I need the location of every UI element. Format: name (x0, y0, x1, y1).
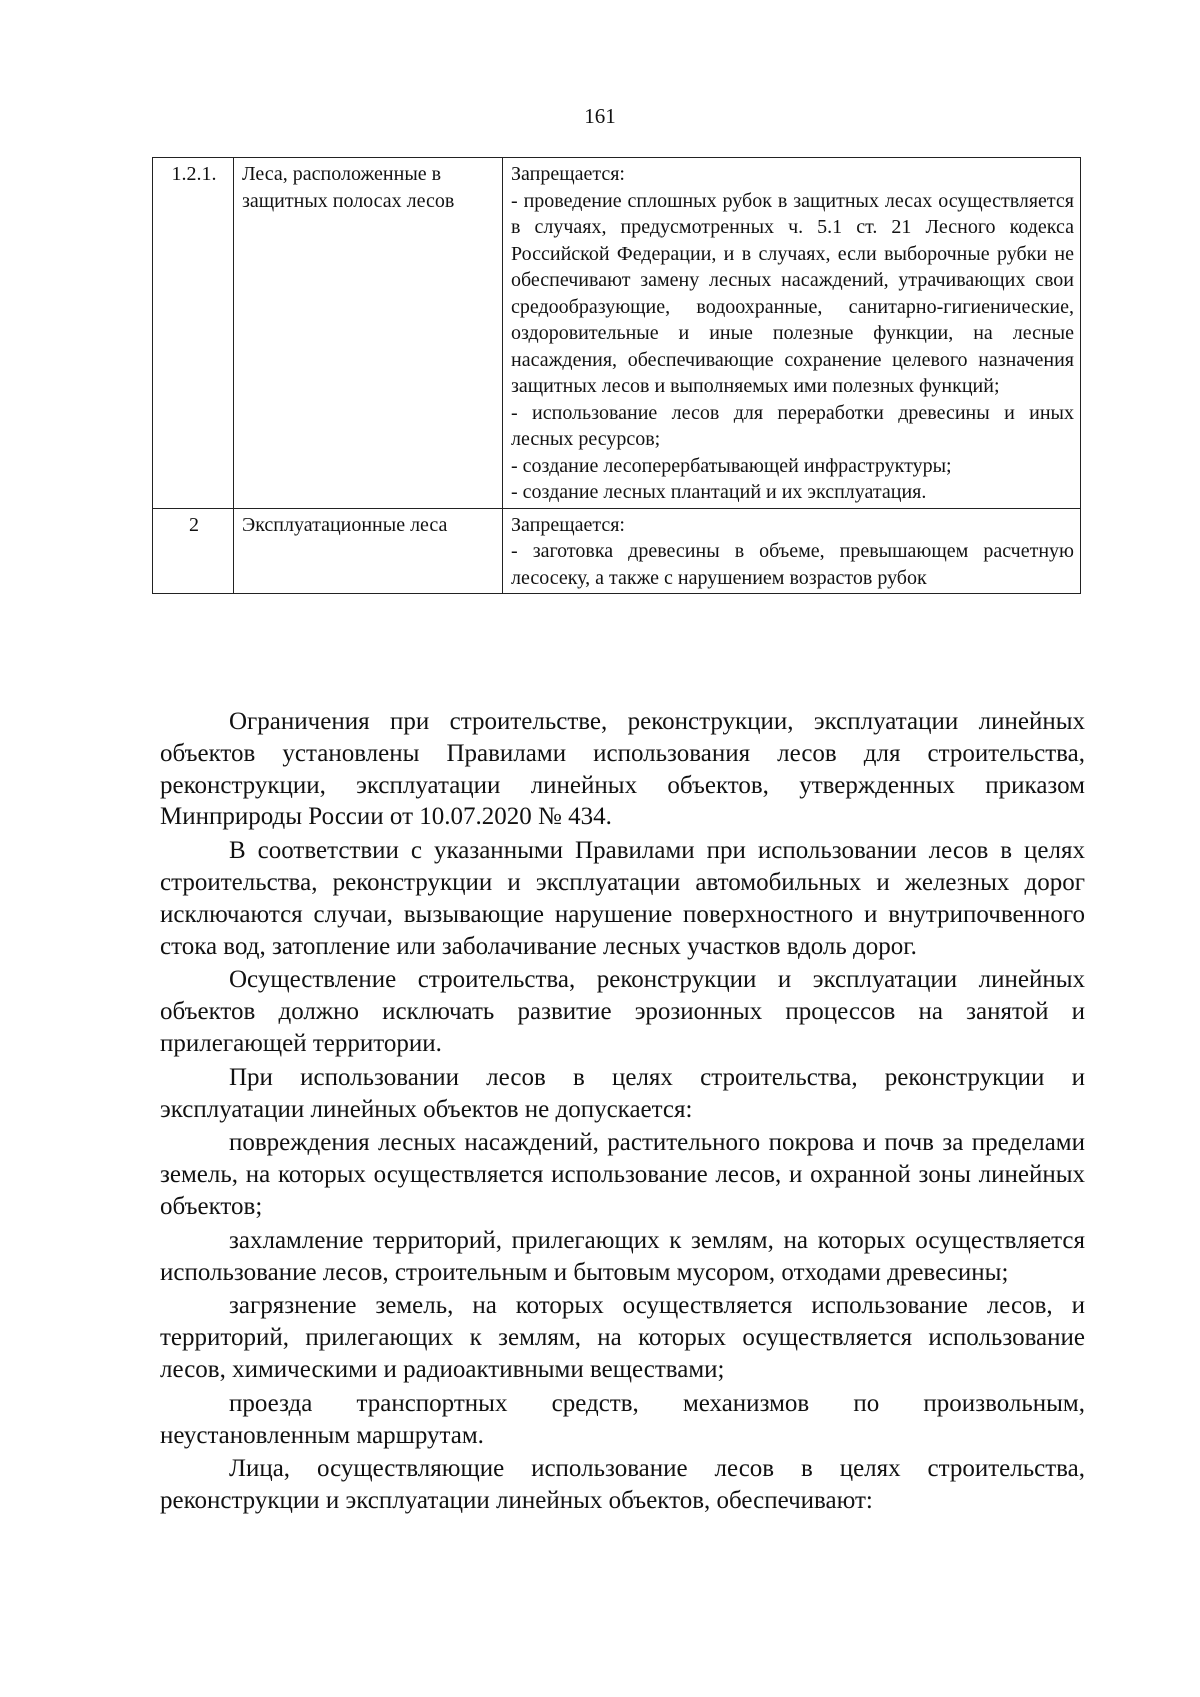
page-number: 161 (584, 104, 616, 128)
body-text (160, 706, 1085, 1519)
restriction-cell (503, 508, 1081, 594)
restriction-cell (503, 158, 1081, 509)
paragraph: При использовании лесов в целях строительства, реконструкции и эксплуатации линейных объектов не допускается: (160, 1063, 1085, 1123)
row-number: 2 (153, 508, 234, 594)
paragraph: Осуществление строительства, реконструкции и эксплуатации линейных объектов должно исключать развитие эрозионных процессов на занятой и прилегающей территории. (160, 966, 1085, 1057)
restrictions-table (152, 157, 1081, 594)
forest-category: Леса, расположенные в защитных полосах лесов (234, 158, 503, 509)
paragraph: Ограничения при строительстве, реконструкции, эксплуатации линейных объектов установлены Правилами использования лесов для строительства, реконструкции, эксплуатации линейных объектов, утвержденных приказом Минприроды России от 10.07.2020 № 434. (160, 708, 1085, 831)
restriction-item: - заготовка древесины в объеме, превышающем расчетную лесосеку, а также с нарушением возрастов рубок (511, 540, 1074, 589)
paragraph: Лица, осуществляющие использование лесов в целях строительства, реконструкции и эксплуатации линейных объектов, обеспечивают: (160, 1455, 1085, 1515)
paragraph: проезда транспортных средств, механизмов по произвольным, неустановленным маршрутам. (160, 1389, 1085, 1449)
paragraph: В соответствии с указанными Правилами при использовании лесов в целях строительства, реконструкции и эксплуатации автомобильных и железных дорог исключаются случаи, вызывающие нарушение поверхностного и внутрипочвенного стока вод, затопление или заболачивание лесных участков вдоль дорог. (160, 837, 1085, 960)
table-row (153, 508, 1081, 594)
row-number: 1.2.1. (153, 158, 234, 509)
restriction-heading: Запрещается: (511, 163, 625, 185)
paragraph: повреждения лесных насаждений, растительного покрова и почв за пределами земель, на которых осуществляется использование лесов, и охранной зоны линейных объектов; (160, 1129, 1085, 1220)
paragraph: захламление территорий, прилегающих к землям, на которых осуществляется использование лесов, строительным и бытовым мусором, отходами древесины; (160, 1226, 1085, 1286)
paragraph: загрязнение земель, на которых осуществляется использование лесов, и территорий, прилегающих к землям, на которых осуществляется использование лесов, химическими и радиоактивными веществами; (160, 1292, 1085, 1383)
forest-category: Эксплуатационные леса (234, 508, 503, 594)
restriction-item: - создание лесных плантаций и их эксплуатация. (511, 481, 927, 503)
restriction-item: - проведение сплошных рубок в защитных лесах осуществляется в случаях, предусмотренных ч. 5.1 ст. 21 Лесного кодекса Российской Федерации, и в случаях, если выборочные рубки не обеспечивают замену лесных насаждений, утрачивающих свои средообразующие, водоохранные, санитарно-гигиенические, оздоровительные и иные полезные функции, на лесные насаждения, обеспечивающие сохранение целевого назначения защитных лесов и выполняемых ими полезных функций; (511, 189, 1074, 397)
table-row (153, 158, 1081, 509)
restriction-item: - использование лесов для переработки древесины и иных лесных ресурсов; (511, 401, 1074, 450)
restriction-heading: Запрещается: (511, 513, 625, 536)
restriction-item: - создание лесоперербатывающей инфраструктуры; (511, 454, 952, 477)
